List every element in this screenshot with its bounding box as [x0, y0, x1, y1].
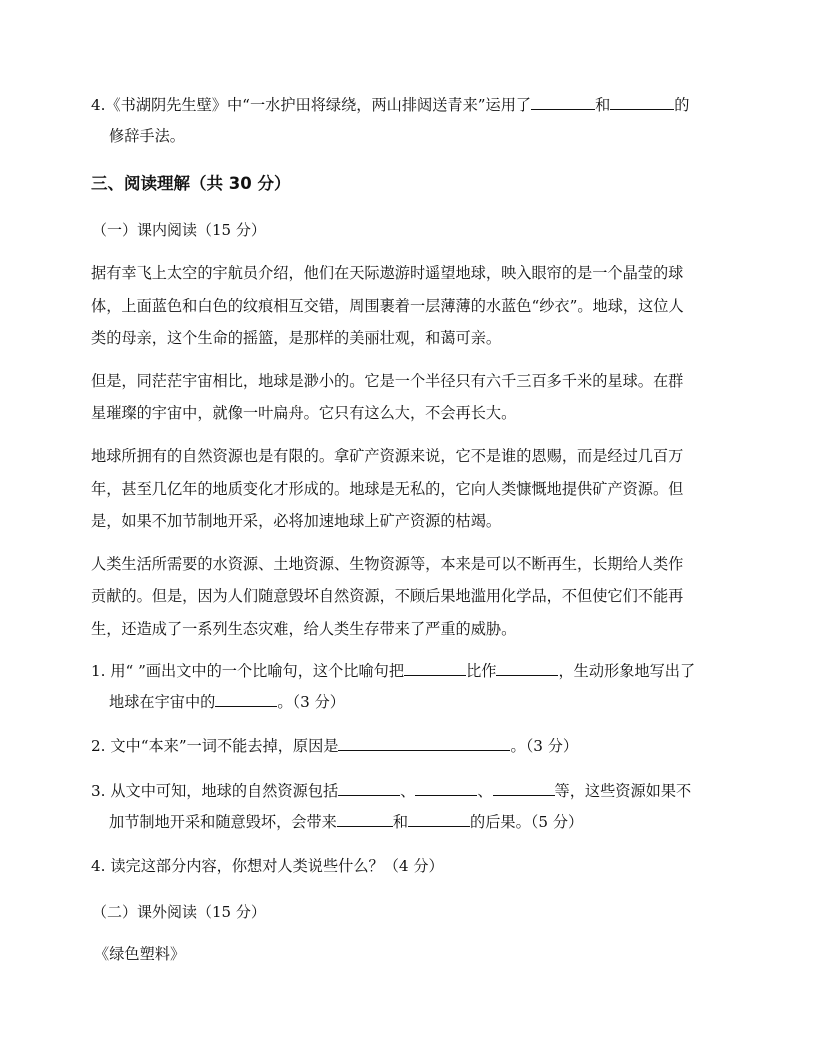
q1-text: 。（3 分） — [277, 693, 345, 711]
q1-text: ，生动形象地写出了 — [558, 662, 696, 680]
answer-blank[interactable] — [215, 692, 277, 707]
passage-line: 人类生活所需要的水资源、土地资源、生物资源等，本来是可以不断再生，长期给人类作 — [91, 555, 684, 573]
passage-line: 类的母亲，这个生命的摇篮，是那样的美丽壮观，和蔼可亲。 — [91, 329, 502, 347]
question-1-line2 — [109, 692, 345, 712]
q2-text: 。（3 分） — [510, 737, 579, 755]
passage-line: 地球所拥有的自然资源也是有限的。拿矿产资源来说，它不是谁的恩赐，而是经过几百万 — [91, 447, 684, 465]
answer-blank[interactable] — [338, 781, 400, 796]
q3-text: 和 — [392, 813, 408, 831]
q3-text: 、 — [477, 782, 493, 800]
answer-blank[interactable] — [493, 781, 555, 796]
q1-text: 比作 — [466, 662, 497, 680]
passage-line: 年，甚至几亿年的地质变化才形成的。地球是无私的，它向人类慷慨地提供矿产资源。但 — [91, 480, 684, 498]
article-title: 《绿色塑料》 — [94, 945, 186, 963]
prev-q4-line1 — [91, 95, 689, 115]
answer-blank[interactable] — [415, 781, 477, 796]
q2-text: 2. 文中“本来”一词不能去掉，原因是 — [91, 737, 339, 755]
answer-blank[interactable] — [337, 812, 393, 827]
part1-heading: （一）课内阅读（15 分） — [92, 221, 266, 239]
passage-line: 据有幸飞上太空的宇航员介绍，他们在天际遨游时遥望地球，映入眼帘的是一个晶莹的球 — [91, 264, 684, 282]
q3-text: 、 — [400, 782, 416, 800]
part2-heading: （二）课外阅读（15 分） — [92, 903, 266, 921]
answer-blank[interactable] — [404, 661, 466, 676]
answer-blank[interactable] — [531, 95, 595, 110]
section-heading: 三、阅读理解（共 30 分） — [91, 174, 291, 193]
q3-text: 等，这些资源如果不 — [554, 782, 692, 800]
passage-line: 但是，同茫茫宇宙相比，地球是渺小的。它是一个半径只有六千三百多千米的星球。在群 — [91, 372, 684, 390]
passage-line: 星璀璨的宇宙中，就像一叶扁舟。它只有这么大，不会再长大。 — [91, 404, 517, 422]
q3-text: 3. 从文中可知，地球的自然资源包括 — [91, 782, 339, 800]
passage-line: 生，还造成了一系列生态灾难，给人类生存带来了严重的威胁。 — [91, 620, 517, 638]
passage-line: 是，如果不加节制地开采，必将加速地球上矿产资源的枯竭。 — [91, 512, 502, 530]
passage-line: 贡献的。但是，因为人们随意毁坏自然资源，不顾后果地滥用化学品，不但使它们不能再 — [91, 587, 684, 605]
passage-line: 体，上面蓝色和白色的纹痕相互交错，周围裹着一层薄薄的水蓝色“纱衣”。地球，这位人 — [91, 297, 684, 315]
question-4: 4. 读完这部分内容，你想对人类说些什么？（4 分） — [91, 857, 444, 875]
q1-text: 1. 用“ ”画出文中的一个比喻句，这个比喻句把 — [91, 662, 405, 680]
question-3-line1 — [91, 781, 691, 801]
prev-q4-text: 4.《书湖阴先生壁》中“一水护田将绿绕，两山排闼送青来”运用了 — [91, 96, 532, 114]
question-2 — [91, 736, 578, 756]
answer-blank[interactable] — [496, 661, 558, 676]
prev-q4-post: 的 — [674, 96, 690, 114]
question-3-line2 — [109, 812, 583, 832]
answer-blank[interactable] — [338, 736, 510, 751]
prev-q4-mid: 和 — [595, 96, 611, 114]
answer-blank[interactable] — [610, 95, 674, 110]
prev-q4-line2: 修辞手法。 — [109, 127, 185, 145]
answer-blank[interactable] — [408, 812, 470, 827]
q3-text: 加节制地开采和随意毁坏，会带来 — [109, 813, 337, 831]
question-1-line1 — [91, 661, 695, 681]
q1-text: 地球在宇宙中的 — [109, 693, 216, 711]
q3-text: 的后果。（5 分） — [470, 813, 584, 831]
